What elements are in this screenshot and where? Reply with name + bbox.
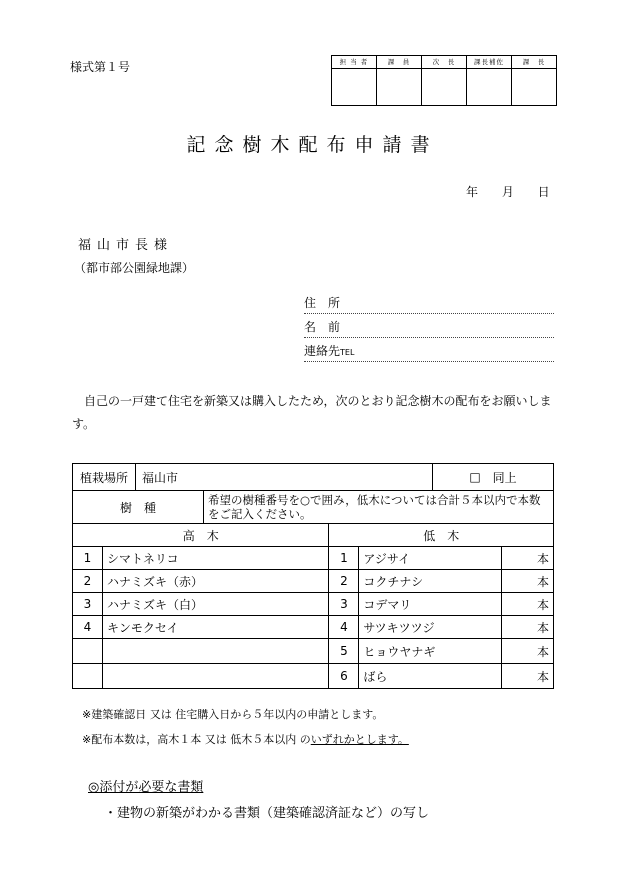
approval-stamp-box	[467, 69, 512, 106]
date-line[interactable]: 年 月 日	[466, 185, 550, 199]
form-number: 様式第１号	[70, 60, 131, 74]
same-label: 同上	[492, 470, 517, 485]
tall-tree-number[interactable]: 4	[73, 616, 103, 639]
tall-tree-name: ハナミズキ（赤）	[102, 570, 328, 593]
same-checkbox[interactable]: □	[469, 470, 481, 484]
low-tree-quantity[interactable]	[502, 616, 554, 639]
table-row	[73, 639, 554, 664]
note-quantity-limit	[82, 731, 409, 747]
addressee-dept: （都市部公園緑地課）	[74, 261, 195, 275]
low-tree-name: コデマリ	[359, 593, 502, 616]
low-tree-name: ばら	[359, 664, 502, 689]
table-row	[73, 593, 554, 616]
unit-label: 本	[536, 644, 549, 659]
approval-stamp-box	[422, 69, 467, 106]
tall-tree-number[interactable]: 3	[73, 593, 103, 616]
form-title: 記念樹木配布申請書	[186, 134, 439, 156]
tall-tree-name: ハナミズキ（白）	[102, 593, 328, 616]
approval-stamp-box	[512, 69, 557, 106]
approval-stamp-box	[377, 69, 422, 106]
species-instruction: 希望の樹種番号を○で囲み，低木については合計５本以内で本数をご記入ください。	[208, 493, 541, 521]
tall-tree-number	[73, 639, 103, 664]
unit-label: 本	[536, 597, 549, 612]
low-tree-number[interactable]: 4	[329, 616, 359, 639]
tall-tree-number	[73, 664, 103, 689]
approval-header-chief: 課 長	[512, 56, 557, 69]
table-row	[73, 570, 554, 593]
note-application-period: ※建築確認日 又は 住宅購入日から５年以内の申請とします。	[82, 708, 384, 721]
low-tree-number[interactable]: 2	[329, 570, 359, 593]
approval-stamp-box	[332, 69, 377, 106]
attachments-title-text: ◎添付が必要な書類	[88, 780, 204, 795]
contact-field[interactable]	[304, 341, 554, 362]
attachment-item: ・建物の新築がわかる書類（建築確認済証など）の写し	[104, 806, 430, 821]
tall-tree-name	[102, 639, 328, 664]
tall-tree-number[interactable]: 2	[73, 570, 103, 593]
low-tree-name: サツキツツジ	[359, 616, 502, 639]
unit-label: 本	[536, 551, 549, 566]
tall-tree-name: キンモクセイ	[102, 616, 328, 639]
tree-request-table	[72, 463, 554, 689]
note-quantity-prefix: ※配布本数は，高木１本 又は 低木５本以内 の	[82, 733, 311, 746]
unit-label: 本	[536, 669, 549, 684]
species-label: 樹 種	[73, 491, 204, 523]
approval-header-member: 課 員	[377, 56, 422, 69]
contact-label: 連絡先	[304, 344, 341, 358]
low-tree-quantity[interactable]	[502, 570, 554, 593]
low-tree-name: ヒョウヤナギ	[359, 639, 502, 664]
table-row	[73, 547, 554, 570]
tall-tree-header: 高 木	[73, 524, 329, 547]
name-label: 名 前	[304, 320, 341, 334]
table-row	[73, 664, 554, 689]
intro-text: 自己の一戸建て住宅を新築又は購入したため，次のとおり記念樹木の配布をお願いします。	[72, 394, 552, 431]
low-tree-quantity[interactable]	[502, 593, 554, 616]
unit-label: 本	[536, 620, 549, 635]
tall-tree-number[interactable]: 1	[73, 547, 103, 570]
location-label: 植栽場所	[73, 464, 136, 490]
tall-tree-name	[102, 664, 328, 689]
note-quantity-underlined: いずれかとします。	[310, 733, 409, 746]
addressee: 福山市長様	[78, 238, 174, 253]
attachments-title	[88, 776, 203, 795]
approval-header-deputy: 次 長	[422, 56, 467, 69]
low-tree-name: アジサイ	[359, 547, 502, 570]
low-tree-number[interactable]: 6	[329, 664, 359, 689]
tall-tree-name: シマトネリコ	[102, 547, 328, 570]
location-field[interactable]	[136, 464, 432, 490]
low-tree-header: 低 木	[329, 524, 554, 547]
unit-label: 本	[536, 574, 549, 589]
low-tree-number[interactable]: 5	[329, 639, 359, 664]
location-value: 福山市	[142, 470, 179, 485]
low-tree-number[interactable]: 3	[329, 593, 359, 616]
approval-header-assistant-chief: 課長補佐	[467, 56, 512, 69]
low-tree-quantity[interactable]	[502, 547, 554, 570]
address-label: 住 所	[304, 296, 341, 310]
name-field[interactable]	[304, 317, 554, 338]
low-tree-quantity[interactable]	[502, 664, 554, 689]
approval-header-staff: 担 当 者	[332, 56, 377, 69]
approval-stamp-table	[331, 55, 557, 106]
address-field[interactable]	[304, 293, 554, 314]
same-as-above-option[interactable]	[432, 464, 553, 490]
low-tree-quantity[interactable]	[502, 639, 554, 664]
low-tree-name: コクチナシ	[359, 570, 502, 593]
low-tree-number[interactable]: 1	[329, 547, 359, 570]
table-row	[73, 616, 554, 639]
tel-label: TEL	[340, 348, 355, 357]
